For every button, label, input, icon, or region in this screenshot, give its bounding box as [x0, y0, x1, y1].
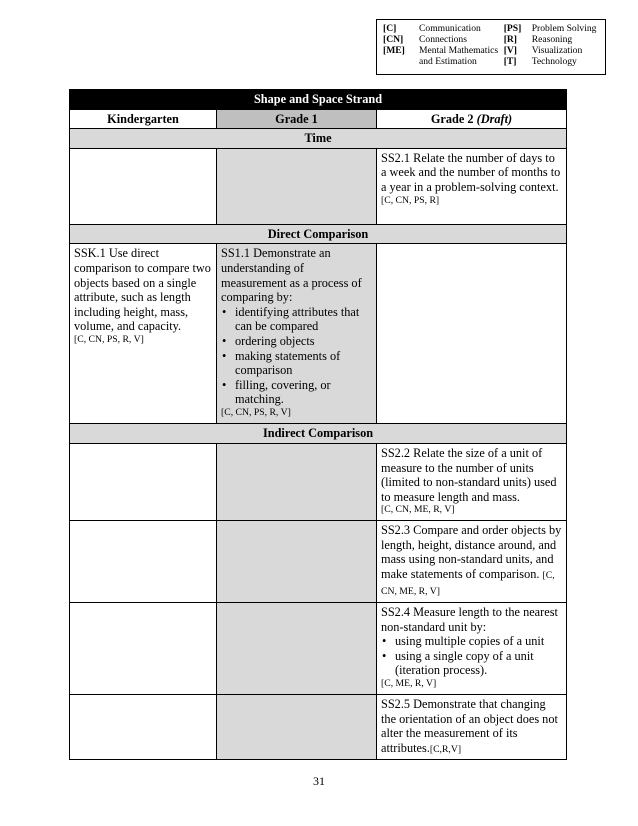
legend-label: Visualization	[531, 45, 583, 56]
legend-box	[376, 19, 606, 75]
draft-note: (Draft)	[476, 111, 513, 126]
list-item: • using a single copy of a unit (iteration process).	[381, 649, 562, 678]
grade-1-cell	[217, 443, 377, 520]
legend-code: [ME]	[383, 45, 405, 56]
grade-1-cell	[217, 148, 377, 224]
process-codes: [C, ME, R, V]	[381, 677, 437, 689]
legend-code: [V]	[503, 45, 518, 56]
section-title-time: Time	[70, 129, 567, 149]
table-row	[70, 520, 567, 602]
outcome-text: SS2.5 Demonstrate that changing the orientation of an object does not alter the measurement of its attributes.	[381, 696, 558, 755]
header-kindergarten: Kindergarten	[70, 109, 217, 129]
process-codes: [C, CN, PS, R, V]	[221, 406, 291, 418]
list-item: • filling, covering, or matching.	[221, 378, 372, 407]
legend-code: [R]	[503, 34, 518, 45]
table-row	[70, 148, 567, 224]
legend-label: Connections	[419, 34, 467, 45]
strand-title-row	[70, 90, 567, 110]
list-item: • ordering objects	[221, 334, 372, 349]
legend-code: [C]	[383, 23, 397, 34]
section-row-time	[70, 129, 567, 149]
legend-row	[383, 23, 601, 34]
table-row	[70, 443, 567, 520]
section-row-indirect	[70, 424, 567, 444]
outcome-text: SSK.1 Use direct comparison to compare two objects based on a single attribute, such as length including height, mass, volume, and capacity.	[74, 246, 211, 334]
header-grade-2	[377, 109, 567, 129]
legend-label: Mental Mathematics	[419, 45, 499, 56]
process-codes: [C,R,V]	[429, 743, 462, 755]
grade-1-cell	[217, 602, 377, 694]
legend-table	[383, 23, 601, 67]
grade-1-cell	[217, 694, 377, 759]
outcomes-table	[69, 89, 567, 760]
section-title-direct: Direct Comparison	[70, 224, 567, 244]
kindergarten-cell	[70, 694, 217, 759]
grade-2-cell	[377, 443, 567, 520]
grade-1-cell	[217, 520, 377, 602]
outcome-text: SS1.1 Demonstrate an understanding of measurement as a process of comparing by:	[221, 246, 362, 305]
header-grade-2-label: Grade 2	[430, 111, 474, 126]
legend-code: [CN]	[383, 34, 404, 45]
kindergarten-cell	[70, 602, 217, 694]
legend-label: Reasoning	[531, 34, 573, 45]
strand-title: Shape and Space Strand	[70, 90, 567, 110]
kindergarten-cell	[70, 148, 217, 224]
grade-1-cell	[217, 244, 377, 424]
page-number: 31	[313, 774, 325, 788]
legend-code	[383, 56, 419, 67]
bullet-list	[221, 305, 372, 407]
section-row-direct	[70, 224, 567, 244]
outcome-text: SS2.1 Relate the number of days to a week and the number of months to a year in a problem-solving context.	[381, 150, 561, 194]
legend-row	[383, 34, 601, 45]
kindergarten-cell	[70, 443, 217, 520]
legend-label: and Estimation	[419, 56, 477, 67]
table-row	[70, 694, 567, 759]
legend-label: Technology	[531, 56, 577, 67]
legend-code: [T]	[503, 56, 517, 67]
legend-row	[383, 56, 601, 67]
kindergarten-cell	[70, 520, 217, 602]
process-codes: [C, CN, ME, R, V]	[381, 504, 455, 516]
process-codes: [C, CN, PS, R, V]	[74, 333, 144, 345]
bullet-list	[381, 634, 562, 678]
kindergarten-cell	[70, 244, 217, 424]
grade-2-cell	[377, 244, 567, 424]
grade-2-cell	[377, 520, 567, 602]
header-grade-1: Grade 1	[217, 109, 377, 129]
legend-label: Communication	[419, 23, 481, 34]
process-codes: [C, CN, PS, R]	[381, 194, 440, 206]
outcome-text: SS2.4 Measure length to the nearest non-standard unit by:	[381, 604, 558, 634]
list-item: • using multiple copies of a unit	[381, 634, 562, 649]
grade-header-row	[70, 109, 567, 129]
outcome-text: SS2.3 Compare and order objects by length, height, distance around, and mass using non-standard units, and make statements of comparison.	[381, 522, 562, 581]
grade-2-cell	[377, 694, 567, 759]
legend-code: [PS]	[503, 23, 522, 34]
grade-2-cell	[377, 148, 567, 224]
grade-2-cell	[377, 602, 567, 694]
list-item: • identifying attributes that can be compared	[221, 305, 372, 334]
legend-label: Problem Solving	[531, 23, 597, 34]
legend-row	[383, 45, 601, 56]
section-title-indirect: Indirect Comparison	[70, 424, 567, 444]
list-item: • making statements of comparison	[221, 349, 372, 378]
outcome-text: SS2.2 Relate the size of a unit of measure to the number of units (limited to non-standard units) used to measure length and mass.	[381, 445, 557, 504]
process-codes: [C, CN, ME, R, V]	[381, 569, 555, 598]
table-row	[70, 602, 567, 694]
table-row	[70, 244, 567, 424]
